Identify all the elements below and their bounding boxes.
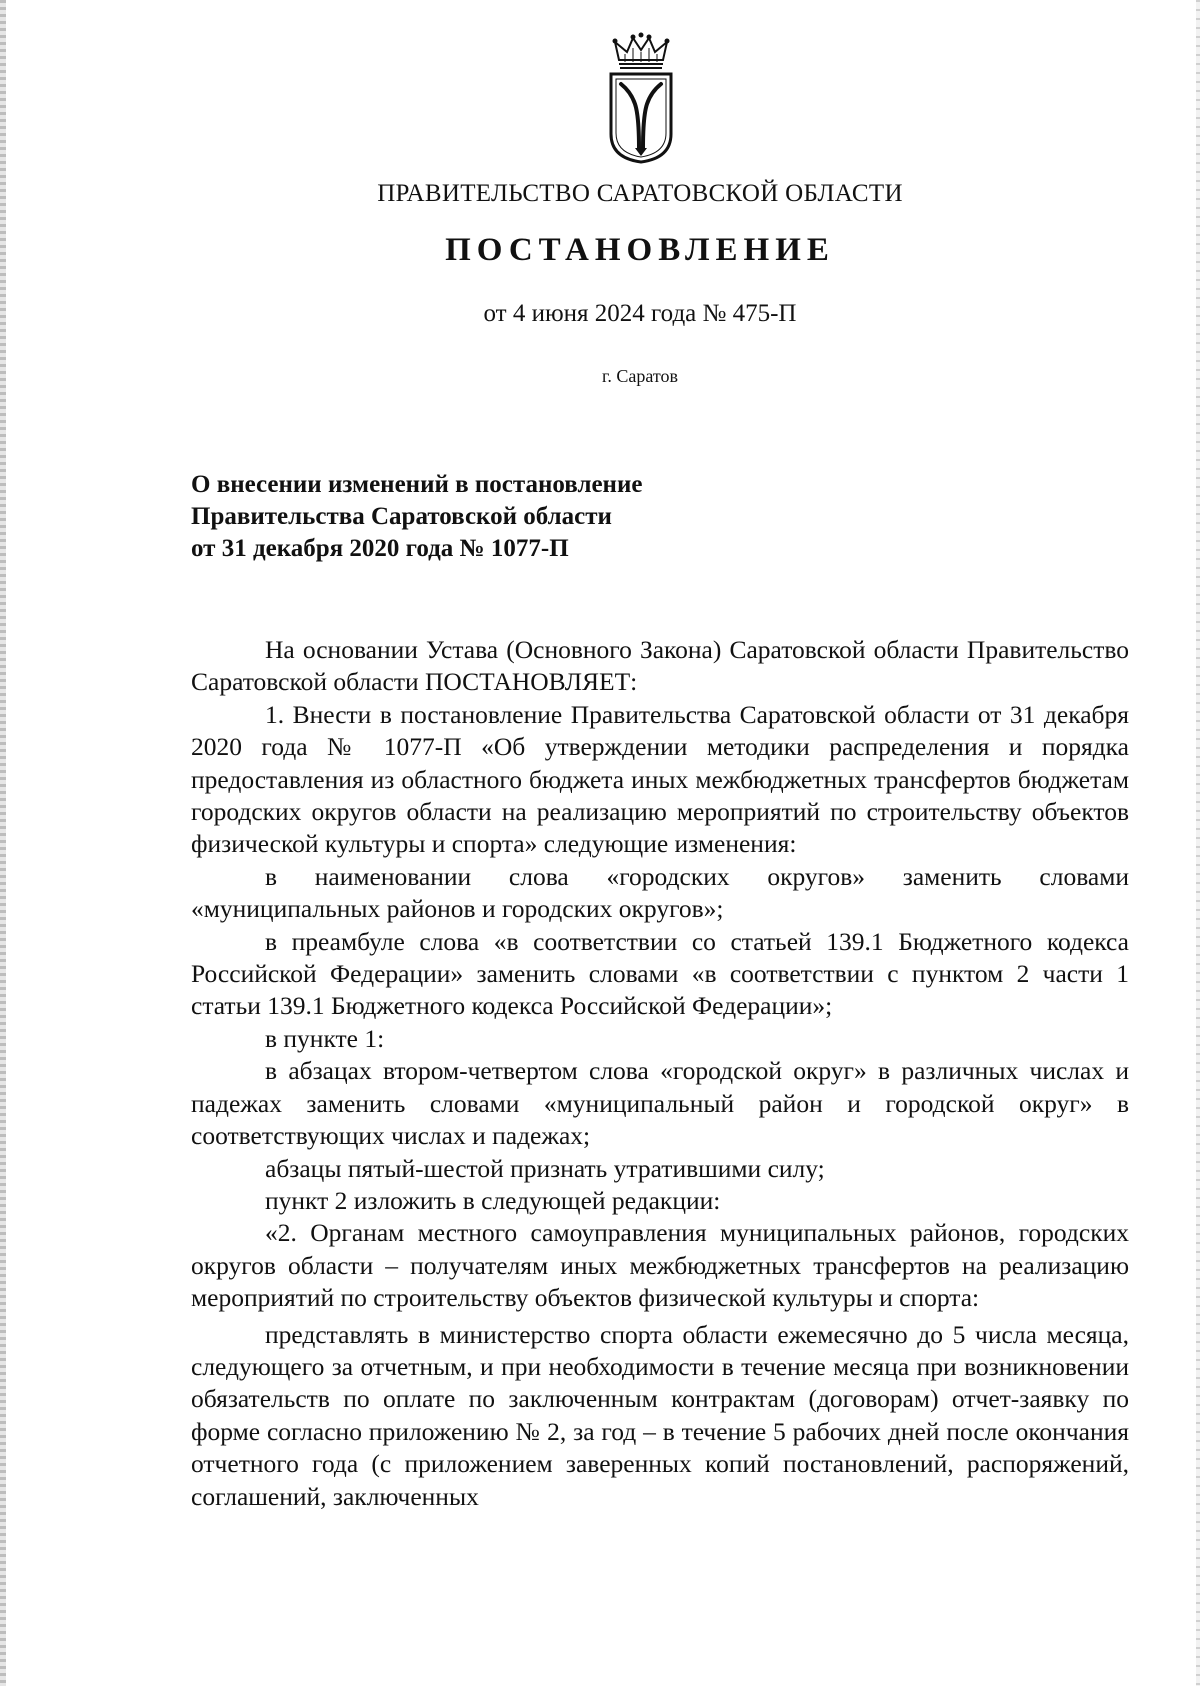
subject-line: О внесении изменений в постановление (191, 471, 643, 498)
body-paragraph: пункт 2 изложить в следующей редакции: (265, 1185, 721, 1215)
body-paragraph: 1. Внести в постановление Правительства Саратовской области от 31 декабря 2020 года № 1077-П «Об утверждении методики распределения и порядка предоставления из областного бюджета иных межбюджетных трансфертов бюджетам городских округов области на реализацию мероприятий по строительству объектов физической культуры и спорта» следующие изменения: (191, 699, 1129, 859)
document-city: г. Саратов (602, 366, 678, 386)
body-paragraph: представлять в министерство спорта области ежемесячно до 5 числа месяца, следующего за отчетным, и при необходимости в течение месяца при возникновении обязательств по оплате по заключенным контрактам (договорам) отчет-заявку по форме согласно приложению № 2, за год – в течение 5 рабочих дней после окончания отчетного года (с приложением заверенных копий постановлений, распоряжений, соглашений, заключенных (191, 1319, 1129, 1511)
body-paragraph: абзацы пятый-шестой признать утратившими силу; (265, 1153, 825, 1183)
body-paragraph: в наименовании слова «городских округов» заменить словами «муниципальных районов и городских округов»; (191, 861, 1129, 924)
subject-line: от 31 декабря 2020 года № 1077-П (191, 535, 569, 562)
subject-line: Правительства Саратовской области (191, 503, 612, 530)
body-paragraph: в абзацах втором-четвертом слова «городской округ» в различных числах и падежах заменить словами «муниципальный район и городской округ» в соответствующих числах и падежах; (191, 1056, 1129, 1151)
document-body (191, 634, 1129, 1513)
body-paragraph: в преамбуле слова «в соответствии со статьей 139.1 Бюджетного кодекса Российской Федерации» заменить словами «в соответствии с пунктом 2 части 1 статьи 139.1 Бюджетного кодекса Российской Федерации»; (191, 926, 1129, 1021)
document-date-number: от 4 июня 2024 года № 475-П (483, 300, 797, 327)
document-subject (191, 469, 642, 565)
issuing-authority: ПРАВИТЕЛЬСТВО САРАТОВСКОЙ ОБЛАСТИ (377, 180, 903, 207)
body-paragraph: На основании Устава (Основного Закона) Саратовской области Правительство Саратовской области ПОСТАНОВЛЯЕТ: (191, 635, 1129, 697)
document-type-title: ПОСТАНОВЛЕНИЕ (445, 232, 835, 268)
saratov-coat-of-arms-icon (605, 30, 677, 164)
body-paragraph: в пункте 1: (265, 1023, 385, 1053)
body-paragraph: «2. Органам местного самоуправления муниципальных районов, городских округов области – получателям иных межбюджетных трансфертов на реализацию мероприятий по строительству объектов физической культуры и спорта: (191, 1218, 1129, 1313)
